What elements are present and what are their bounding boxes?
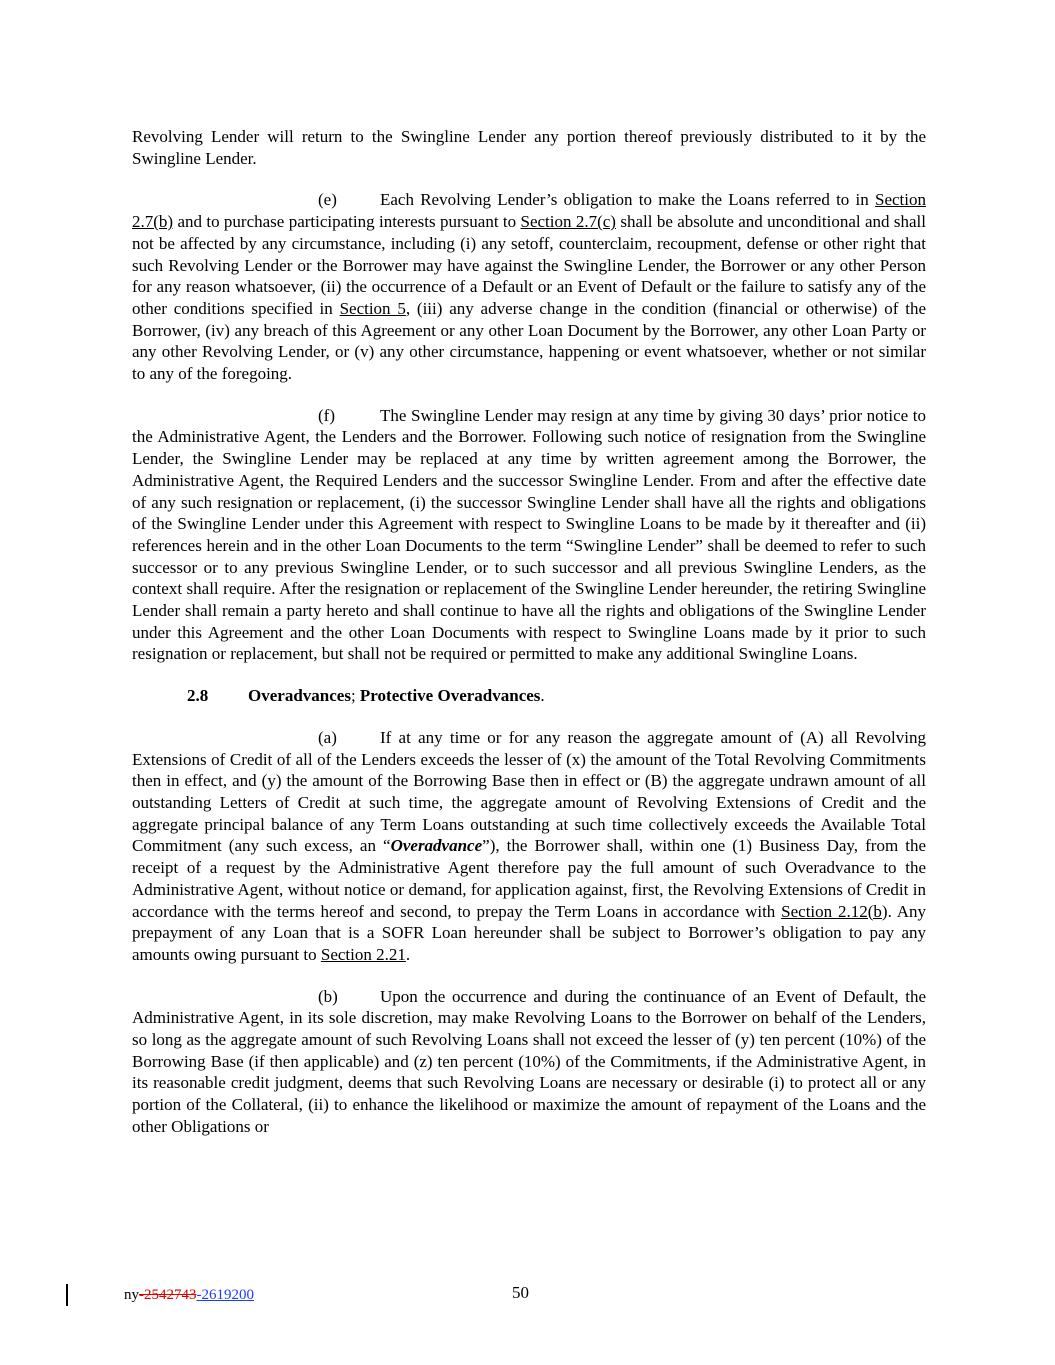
document-id-deleted: -2542743 [139,1287,197,1303]
paragraph-e-label: (e) [318,190,337,210]
paragraph-2-8b: (b) Upon the occurrence and during the continuance of an Event of Default, the Administrative Agent, in its sole discretion, may make Revolving Loans to the Borrower on behalf of the Lenders, so long as the aggregate amount of such Revolving Loans shall not exceed the lesser of (y) ten percent (10%) of the Borrowing Base (if then applicable) and (z) ten percent (10%) of the Commitments, if the Administrative Agent, in its reasonable credit judgment, deems that such Revolving Loans are necessary or desirable (i) to protect all or any portion of the Collateral, (ii) to enhance the likelihood or maximize the amount of repayment of the Loans and the other Obligations or [132,986,926,1136]
document-body [132,126,926,1138]
section-heading-2-8: 2.8 Overadvances; Protective Overadvances. [187,686,545,706]
document-id: ny-2542743-2619200 [124,1287,254,1303]
section-ref-2-7c: Section 2.7(c) [520,212,616,232]
change-bar [66,1284,68,1306]
document-id-inserted: -2619200 [196,1287,254,1303]
paragraph-f: (f) The Swingline Lender may resign at any time by giving 30 days’ prior notice to the Administrative Agent, the Lenders and the Borrower. Following such notice of resignation from the Swingline Lender, the Swingline Lender may be replaced at any time by written agreement among the Borrower, the Administrative Agent, the Required Lenders and the successor Swingline Lender. From and after the effective date of any such resignation or replacement, (i) the successor Swingline Lender shall have all the rights and obligations of the Swingline Lender under this Agreement with respect to Swingline Loans to be made by it thereafter and (ii) references herein and in the other Loan Documents to the term “Swingline Lender” shall be deemed to refer to such successor or to any previous Swingline Lender, or to such successor and all previous Swingline Lenders, as the context shall require. After the resignation or replacement of the Swingline Lender hereunder, the retiring Swingline Lender shall remain a party hereto and shall continue to have all the rights and obligations of the Swingline Lender under this Agreement and the other Loan Documents with respect to Swingline Loans made by it prior to such resignation or replacement, but shall not be required or permitted to make any additional Swingline Loans. [132,405,926,664]
section-title-overadvances: Overadvances [248,686,351,706]
page-number: 50 [512,1283,529,1302]
section-ref-2-7b: Section 2.7(b) [132,190,926,232]
paragraph-2-8b-label: (b) [318,986,338,1006]
paragraph-2-8a-label: (a) [318,727,337,747]
paragraph-e: (e) Each Revolving Lender’s obligation to make the Loans referred to in Section 2.7(b) and to purchase participating interests pursuant to Section 2.7(c) shall be absolute and unconditional and shall not be affected by any circumstance, including (i) any setoff, counterclaim, recoupment, defense or other right that such Revolving Lender or the Borrower may have against the Swingline Lender, the Borrower or any other Person for any reason whatsoever, (ii) the occurrence of a Default or an Event of Default or the failure to satisfy any of the other conditions specified in Section 5, (iii) any adverse change in the condition (financial or otherwise) of the Borrower, (iv) any breach of this Agreement or any other Loan Document by the Borrower, any other Loan Party or any other Revolving Lender, or (v) any other circumstance, happening or event whatsoever, whether or not similar to any of the foregoing. [132,190,927,384]
section-number: 2.8 [187,686,209,706]
defined-term-overadvance: Overadvance [390,836,483,856]
section-ref-5: Section 5 [339,298,406,318]
section-ref-2-21: Section 2.21 [320,944,406,964]
paragraph-f-label: (f) [318,405,335,425]
section-title-protective-overadvances: Protective Overadvances [359,686,541,706]
paragraph-continuation: Revolving Lender will return to the Swingline Lender any portion thereof previously distributed to it by the Swingline Lender. [132,127,926,168]
paragraph-2-8a: (a) If at any time or for any reason the aggregate amount of (A) all Revolving Extensions of Credit of all of the Lenders exceeds the lesser of (x) the amount of the Total Revolving Commitments then in effect, and (y) the amount of the Borrowing Base then in effect or (B) the aggregate undrawn amount of all outstanding Letters of Credit at such time, the aggregate amount of Revolving Extensions of Credit and the aggregate principal balance of any Term Loans outstanding at such time collectively exceeds the Available Total Commitment (any such excess, an “Overadvance”), the Borrower shall, within one (1) Business Day, from the receipt of a request by the Administrative Agent therefore pay the full amount of such Overadvance to the Administrative Agent, without notice or demand, for application against, first, the Revolving Extensions of Credit in accordance with the terms hereof and second, to prepay the Term Loans in accordance with Section 2.12(b). Any prepayment of any Loan that is a SOFR Loan hereunder shall be subject to Borrower’s obligation to pay any amounts owing pursuant to Section 2.21. [132,727,926,964]
section-ref-2-12b: Section 2.12(b) [781,901,888,921]
